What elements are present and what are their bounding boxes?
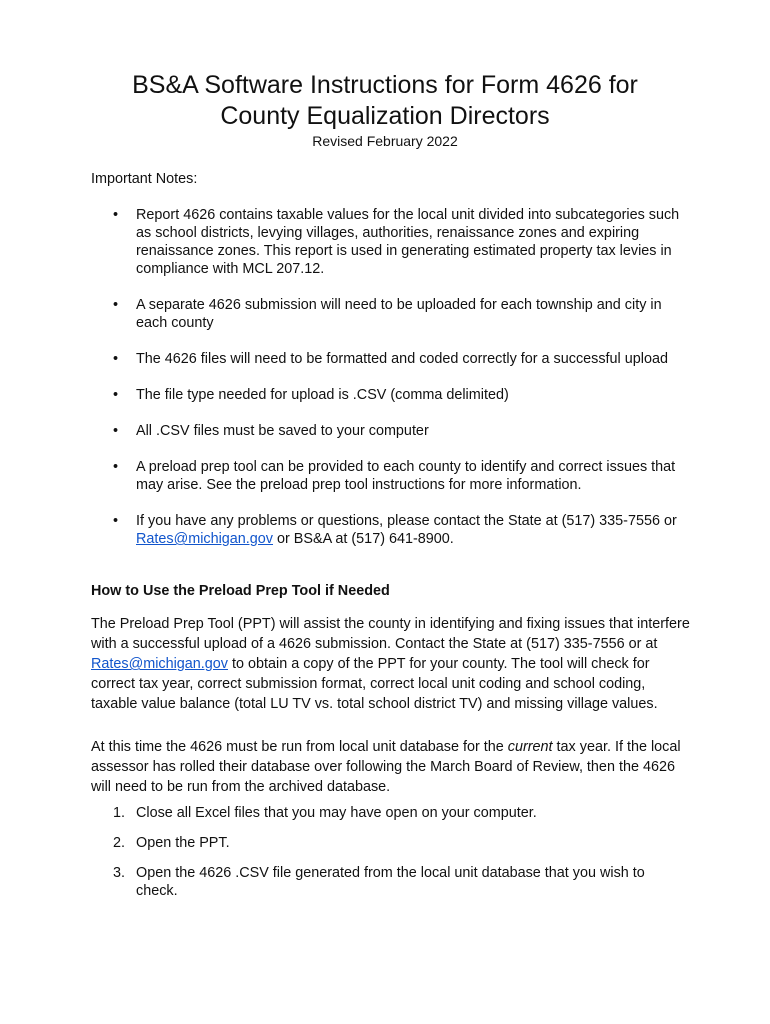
note-item — [0, 296, 770, 332]
bullet-icon: • — [113, 387, 119, 403]
step-number: 2. — [113, 835, 126, 851]
bullet-icon: • — [113, 513, 119, 529]
para2-text-after: tax year. If the local assessor has rolled their database over following the March Board of Review, then the 4626 will need to be run from the archived database. — [91, 739, 681, 795]
para2-text-before: At this time the 4626 must be run from local unit database for the — [91, 739, 508, 755]
note-text: The file type needed for upload is .CSV (comma delimited) — [136, 387, 509, 403]
note-text: A separate 4626 submission will need to be uploaded for each township and city in each county — [136, 297, 662, 331]
step-text: Open the PPT. — [136, 835, 230, 851]
para1-text-before: The Preload Prep Tool (PPT) will assist the county in identifying and fixing issues that interfere with a successful upload of a 4626 submission. Contact the State at (517) 335-7556 or at — [91, 616, 690, 652]
para2-emphasis: current — [507, 739, 553, 755]
important-notes-list — [0, 206, 770, 548]
note-item — [0, 386, 770, 404]
bullet-icon: • — [113, 423, 119, 439]
ppt-description-paragraph — [91, 614, 691, 714]
document-title — [0, 70, 770, 132]
note-item — [0, 206, 770, 278]
note-item — [0, 350, 770, 368]
step-number: 3. — [113, 865, 126, 881]
step-number: 1. — [113, 805, 126, 821]
note-item — [0, 422, 770, 440]
email-link[interactable]: Rates@michigan.gov — [136, 531, 273, 547]
note-text: The 4626 files will need to be formatted and coded correctly for a successful upload — [136, 351, 668, 367]
tax-year-paragraph — [91, 737, 691, 797]
title-line-1: BS&A Software Instructions for Form 4626 for — [132, 71, 638, 99]
note-text-after: or BS&A at (517) 641-8900. — [273, 531, 454, 547]
bullet-icon: • — [113, 459, 119, 475]
important-notes-label: Important Notes: — [91, 171, 198, 187]
email-link[interactable]: Rates@michigan.gov — [91, 656, 228, 672]
step-item — [0, 834, 770, 852]
bullet-icon: • — [113, 351, 119, 367]
note-item — [0, 512, 770, 548]
section-heading: How to Use the Preload Prep Tool if Needed — [91, 583, 390, 599]
step-item — [0, 804, 770, 822]
bullet-icon: • — [113, 297, 119, 313]
note-text: All .CSV files must be saved to your computer — [136, 423, 429, 439]
title-line-2: County Equalization Directors — [220, 102, 550, 130]
step-text: Open the 4626 .CSV file generated from the local unit database that you wish to check. — [136, 865, 645, 899]
note-text-before: If you have any problems or questions, please contact the State at (517) 335-7556 or — [136, 513, 677, 529]
step-item — [0, 864, 770, 900]
note-item — [0, 458, 770, 494]
note-text: Report 4626 contains taxable values for the local unit divided into subcategories such as school districts, levying villages, authorities, renaissance zones and expiring renaissance zones. This report is used in generating estimated property tax levies in compliance with MCL 207.12. — [136, 207, 680, 277]
note-text: A preload prep tool can be provided to each county to identify and correct issues that may arise. See the preload prep tool instructions for more information. — [136, 459, 676, 493]
bullet-icon: • — [113, 207, 119, 223]
step-text: Close all Excel files that you may have open on your computer. — [136, 805, 537, 821]
steps-list — [0, 804, 770, 900]
revision-date: Revised February 2022 — [312, 133, 458, 149]
para1-text-after: to obtain a copy of the PPT for your county. The tool will check for correct tax year, correct submission format, correct local unit coding and school coding, taxable value balance (total LU TV vs. total school district TV) and missing village values. — [91, 656, 658, 712]
